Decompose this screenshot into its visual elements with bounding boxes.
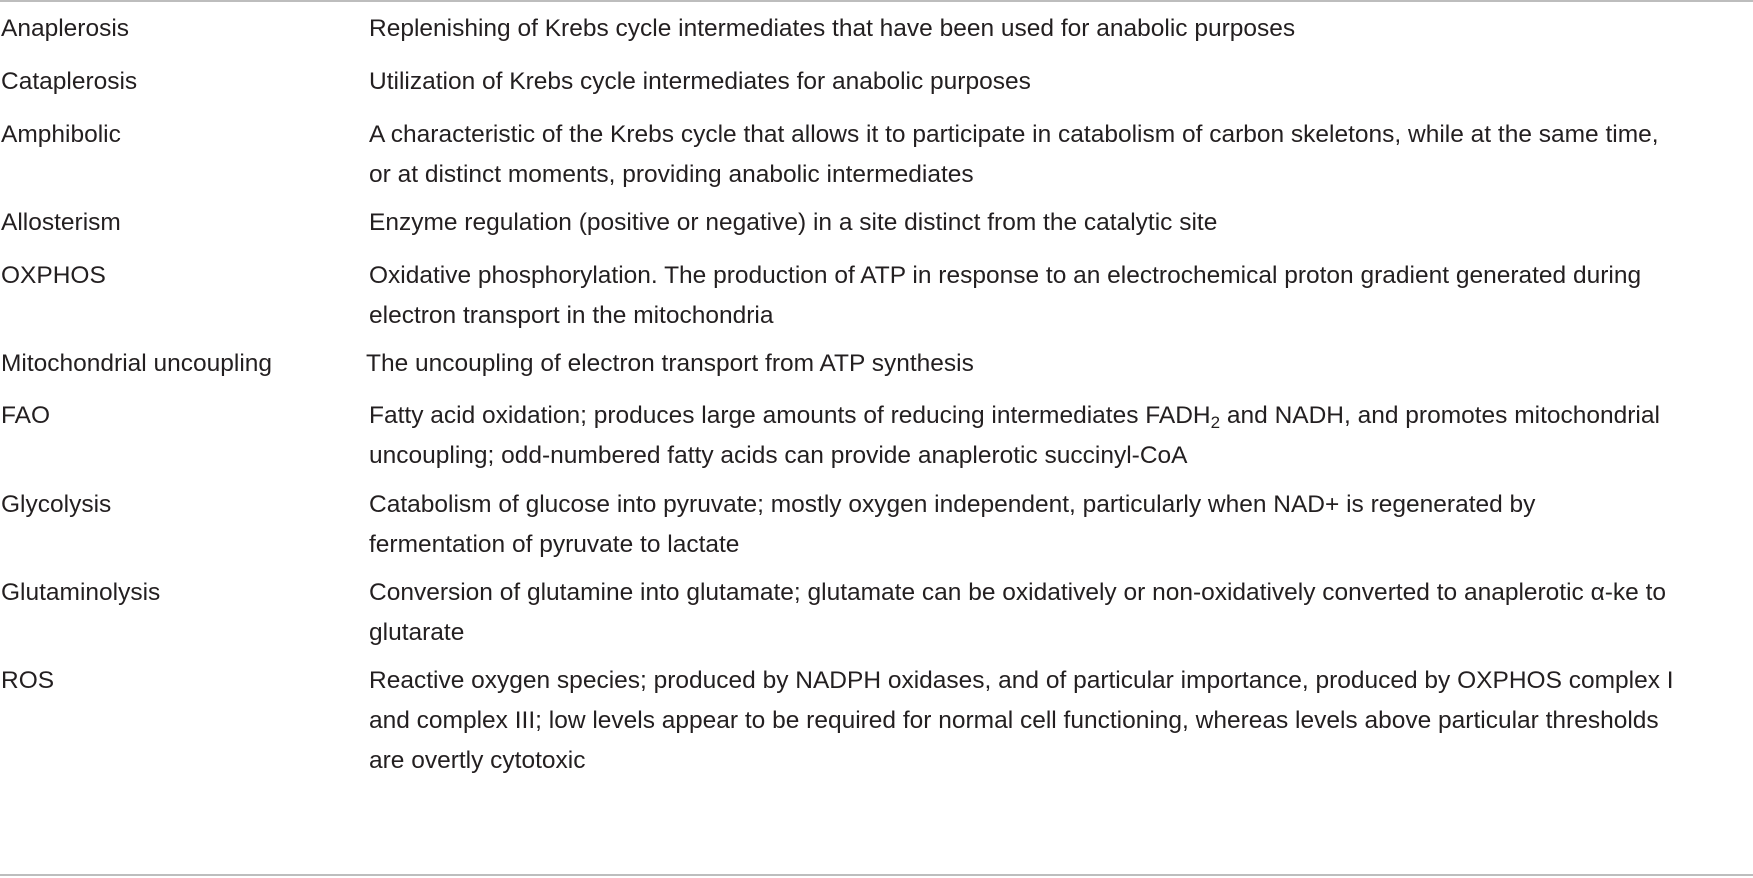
definition-mitochondrial-uncoupling <box>366 344 1750 384</box>
definition-anaplerosis <box>369 9 1753 49</box>
definition-line: are overtly cytotoxic <box>369 747 586 774</box>
definition-line: Catabolism of glucose into pyruvate; mostly oxygen independent, particularly when NAD+ is regenerated by <box>369 491 1536 518</box>
definition-line: or at distinct moments, providing anabolic intermediates <box>369 161 974 188</box>
term-mitochondrial-uncoupling: Mitochondrial uncoupling <box>1 350 273 377</box>
definition-glycolysis <box>369 485 1753 565</box>
term-allosterism: Allosterism <box>1 209 121 236</box>
definition-line: glutarate <box>369 619 465 646</box>
term-glutaminolysis: Glutaminolysis <box>1 579 161 606</box>
definition-line: Reactive oxygen species; produced by NADPH oxidases, and of particular importance, produced by OXPHOS complex I <box>369 667 1674 694</box>
definition-line: The uncoupling of electron transport from ATP synthesis <box>366 350 974 377</box>
definition-oxphos <box>369 256 1753 336</box>
term-fao: FAO <box>1 402 51 429</box>
bottom-rule <box>0 874 1753 876</box>
definition-line: Enzyme regulation (positive or negative) in a site distinct from the catalytic site <box>369 209 1218 236</box>
definition-cataplerosis <box>369 62 1753 102</box>
definition-text: Fatty acid oxidation; produces large amounts of reducing intermediates FADH <box>369 402 1211 429</box>
term-glycolysis: Glycolysis <box>1 491 112 518</box>
term-ros: ROS <box>1 667 55 694</box>
definition-text: and NADH, and promotes mitochondrial <box>1220 402 1660 429</box>
definition-line: A characteristic of the Krebs cycle that allows it to participate in catabolism of carbon skeletons, while at the same time, <box>369 121 1659 148</box>
definition-line: Utilization of Krebs cycle intermediates for anabolic purposes <box>369 68 1031 95</box>
term-oxphos: OXPHOS <box>1 262 106 289</box>
term-anaplerosis: Anaplerosis <box>1 15 130 42</box>
definition-line: fermentation of pyruvate to lactate <box>369 531 740 558</box>
subscript: 2 <box>1210 413 1221 432</box>
term-amphibolic: Amphibolic <box>1 121 121 148</box>
definition-fao <box>369 396 1753 476</box>
definition-allosterism <box>369 203 1753 243</box>
definition-line: uncoupling; odd-numbered fatty acids can provide anaplerotic succinyl-CoA <box>369 442 1188 469</box>
definition-line: and complex III; low levels appear to be required for normal cell functioning, whereas levels above particular thresholds <box>369 707 1659 734</box>
top-rule <box>0 0 1753 2</box>
definition-line: electron transport in the mitochondria <box>369 302 774 329</box>
definition-line: Oxidative phosphorylation. The production of ATP in response to an electrochemical proton gradient generated during <box>369 262 1642 289</box>
term-cataplerosis: Cataplerosis <box>1 68 138 95</box>
definition-glutaminolysis <box>369 573 1753 653</box>
definition-amphibolic <box>369 115 1753 195</box>
definition-line: Conversion of glutamine into glutamate; glutamate can be oxidatively or non-oxidatively converted to anaplerotic α-ke to <box>369 579 1667 606</box>
definition-ros <box>369 661 1753 781</box>
definition-line <box>369 396 1753 436</box>
definition-line: Replenishing of Krebs cycle intermediates that have been used for anabolic purposes <box>369 15 1296 42</box>
